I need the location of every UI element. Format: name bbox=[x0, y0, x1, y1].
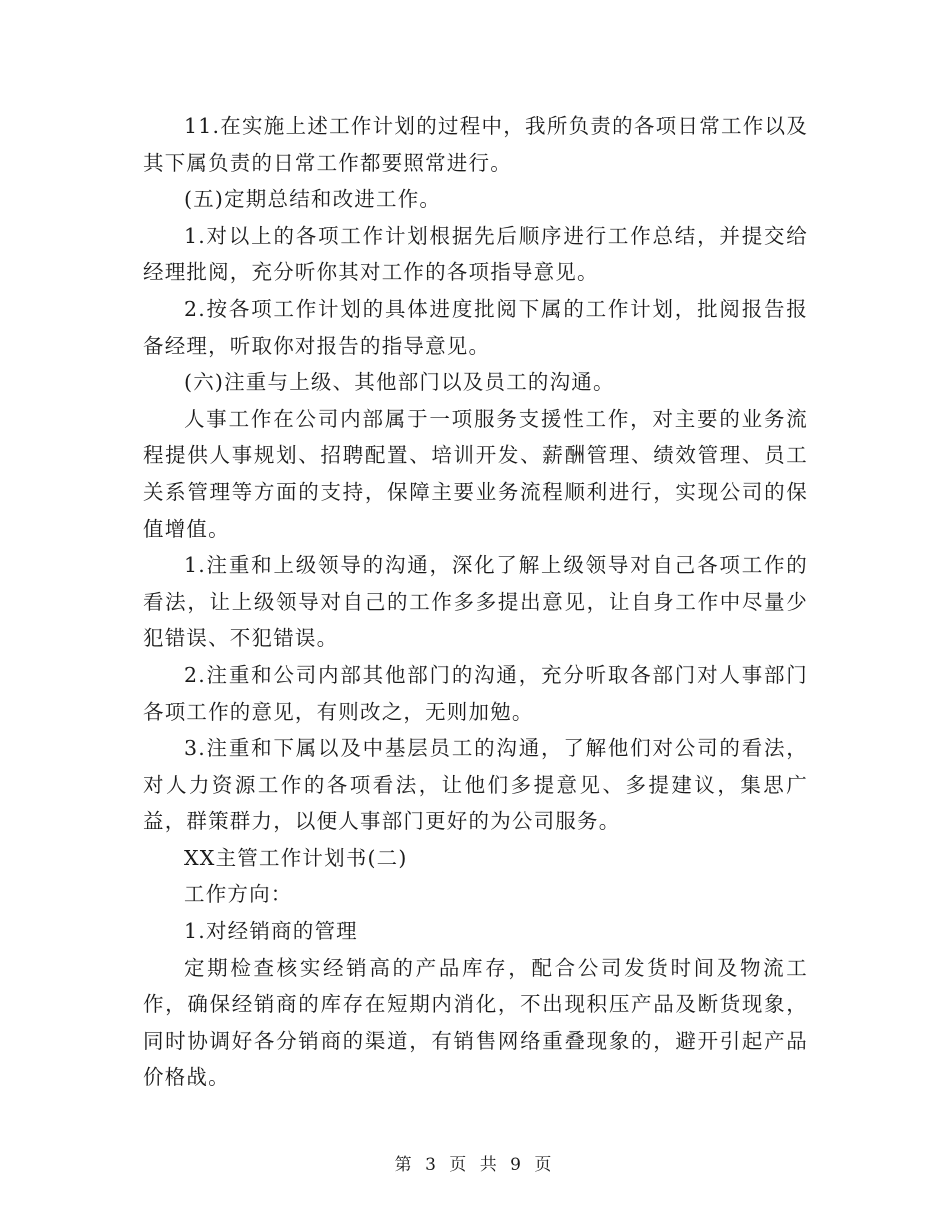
section-heading-direction: 工作方向： bbox=[184, 882, 293, 907]
section-heading-five: (五)定期总结和改进工作。 bbox=[184, 187, 442, 212]
paragraph-communication-2: 2.注重和公司内部其他部门的沟通，充分听取各部门对人事部门各项工作的意见，有则改之，无则加勉。 bbox=[143, 662, 808, 724]
paragraph-item-11: 11.在实施上述工作计划的过程中，我所负责的各项日常工作以及其下属负责的日常工作都要照常进行。 bbox=[143, 114, 808, 175]
document-body bbox=[143, 108, 808, 1096]
paragraph-communication-3: 3.注重和下属以及中基层员工的沟通，了解他们对公司的看法，对人力资源工作的各项看法，让他们多提意见、多提建议，集思广益，群策群力，以便人事部门更好的为公司服务。 bbox=[143, 736, 808, 834]
paragraph-dealer-management: 定期检查核实经销高的产品库存，配合公司发货时间及物流工作，确保经销商的库存在短期内消化，不出现积压产品及断货现象，同时协调好各分销商的渠道，有销售网络重叠现象的，避开引起产品价格战。 bbox=[143, 955, 808, 1090]
section-heading-six: (六)注重与上级、其他部门以及员工的沟通。 bbox=[184, 370, 615, 395]
paragraph-summary-1: 1.对以上的各项工作计划根据先后顺序进行工作总结，并提交给经理批阅，充分听你其对工作的各项指导意见。 bbox=[143, 223, 808, 285]
paragraph-hr-intro: 人事工作在公司内部属于一项服务支援性工作，对主要的业务流程提供人事规划、招聘配置、培训开发、薪酬管理、绩效管理、员工关系管理等方面的支持，保障主要业务流程顺利进行，实现公司的保值增值。 bbox=[143, 406, 808, 541]
paragraph-dealer-heading: 1.对经销商的管理 bbox=[184, 919, 358, 944]
paragraph-summary-2: 2.按各项工作计划的具体进度批阅下属的工作计划，批阅报告报备经理，听取你对报告的指导意见。 bbox=[143, 296, 808, 358]
paragraph-communication-1: 1.注重和上级领导的沟通，深化了解上级领导对自己各项工作的看法，让上级领导对自己的工作多多提出意见，让自身工作中尽量少犯错误、不犯错误。 bbox=[143, 553, 808, 651]
document-subtitle: XX主管工作计划书(二) bbox=[184, 845, 408, 870]
page-number-footer: 第 3 页 共 9 页 bbox=[394, 1155, 556, 1175]
